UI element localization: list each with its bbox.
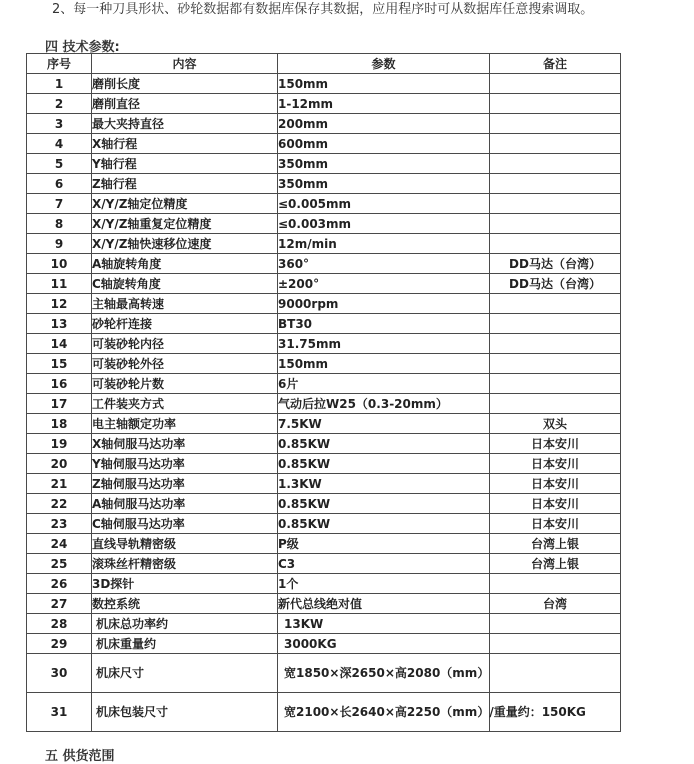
- row-param-cell: 150mm: [278, 74, 490, 94]
- table-row: [27, 154, 621, 174]
- row-number-cell: 13: [27, 314, 92, 334]
- row-param-cell: 0.85KW: [278, 454, 490, 474]
- row-number-cell: 1: [27, 74, 92, 94]
- table-row: [27, 454, 621, 474]
- row-number-cell: 22: [27, 494, 92, 514]
- table-row: [27, 494, 621, 514]
- row-number-cell: 5: [27, 154, 92, 174]
- row-number-cell: 21: [27, 474, 92, 494]
- row-number-cell: 30: [27, 654, 92, 693]
- table-row: [27, 294, 621, 314]
- row-number-cell: 17: [27, 394, 92, 414]
- row-param-cell: 0.85KW: [278, 514, 490, 534]
- row-param-cell: ≤0.005mm: [278, 194, 490, 214]
- row-note-cell: 日本安川: [490, 494, 621, 514]
- row-item-cell: Y轴伺服马达功率: [92, 454, 278, 474]
- row-param-cell: 气动后拉W25（0.3-20mm）: [278, 394, 490, 414]
- row-note-cell: [490, 174, 621, 194]
- table-row: [27, 514, 621, 534]
- table-row: [27, 594, 621, 614]
- spec-table-body: [27, 74, 621, 732]
- row-param-cell: 360°: [278, 254, 490, 274]
- row-param-cell: 宽2100×长2640×高2250（mm）/重量约：150KG: [278, 693, 490, 732]
- table-row: [27, 74, 621, 94]
- table-row: [27, 214, 621, 234]
- table-row: [27, 134, 621, 154]
- row-note-cell: [490, 654, 621, 693]
- row-number-cell: 16: [27, 374, 92, 394]
- table-row: [27, 194, 621, 214]
- spec-table: [26, 53, 621, 732]
- row-note-cell: DD马达（台湾）: [490, 254, 621, 274]
- row-note-cell: [490, 294, 621, 314]
- row-param-cell: ≤0.003mm: [278, 214, 490, 234]
- row-item-cell: 数控系统: [92, 594, 278, 614]
- table-row: [27, 554, 621, 574]
- row-note-cell: [490, 334, 621, 354]
- row-item-cell: X/Y/Z轴快速移位速度: [92, 234, 278, 254]
- row-note-cell: [490, 354, 621, 374]
- table-row: [27, 374, 621, 394]
- row-item-cell: Z轴伺服马达功率: [92, 474, 278, 494]
- table-row: [27, 254, 621, 274]
- row-param-cell: BT30: [278, 314, 490, 334]
- row-param-cell: 1-12mm: [278, 94, 490, 114]
- table-row: [27, 274, 621, 294]
- row-param-cell: 600mm: [278, 134, 490, 154]
- row-number-cell: 14: [27, 334, 92, 354]
- row-number-cell: 11: [27, 274, 92, 294]
- table-row: [27, 114, 621, 134]
- row-number-cell: 28: [27, 614, 92, 634]
- header-note: 备注: [490, 54, 621, 74]
- row-item-cell: C轴旋转角度: [92, 274, 278, 294]
- intro-paragraph: 2、每一种刀具形状、砂轮数据都有数据库保存其数据，应用程序时可从数据库任意搜索调取。: [52, 2, 594, 17]
- row-note-cell: [490, 154, 621, 174]
- table-row: [27, 534, 621, 554]
- row-param-cell: 3000KG: [278, 634, 490, 654]
- section-title: 四 技术参数:: [45, 40, 120, 55]
- row-number-cell: 2: [27, 94, 92, 114]
- row-item-cell: 直线导轨精密级: [92, 534, 278, 554]
- table-row: [27, 574, 621, 594]
- row-note-cell: [490, 634, 621, 654]
- table-row: [27, 693, 621, 732]
- row-item-cell: 主轴最高转速: [92, 294, 278, 314]
- row-number-cell: 12: [27, 294, 92, 314]
- row-number-cell: 31: [27, 693, 92, 732]
- row-note-cell: [490, 574, 621, 594]
- row-param-cell: ±200°: [278, 274, 490, 294]
- row-number-cell: 23: [27, 514, 92, 534]
- table-row: [27, 414, 621, 434]
- table-row: [27, 654, 621, 693]
- row-item-cell: 磨削直径: [92, 94, 278, 114]
- row-param-cell: C3: [278, 554, 490, 574]
- row-item-cell: 砂轮杆连接: [92, 314, 278, 334]
- table-row: [27, 354, 621, 374]
- row-note-cell: 日本安川: [490, 474, 621, 494]
- row-note-cell: 日本安川: [490, 454, 621, 474]
- row-note-cell: 双头: [490, 414, 621, 434]
- row-param-cell: 7.5KW: [278, 414, 490, 434]
- row-param-cell: 350mm: [278, 154, 490, 174]
- row-item-cell: A轴伺服马达功率: [92, 494, 278, 514]
- row-item-cell: X轴行程: [92, 134, 278, 154]
- table-row: [27, 614, 621, 634]
- header-num: 序号: [27, 54, 92, 74]
- row-item-cell: 滚珠丝杆精密级: [92, 554, 278, 574]
- row-note-cell: [490, 314, 621, 334]
- row-param-cell: 宽1850×深2650×高2080（mm）: [278, 654, 490, 693]
- row-item-cell: 可装砂轮内径: [92, 334, 278, 354]
- row-number-cell: 20: [27, 454, 92, 474]
- row-item-cell: 磨削长度: [92, 74, 278, 94]
- row-number-cell: 15: [27, 354, 92, 374]
- row-param-cell: 150mm: [278, 354, 490, 374]
- row-param-cell: 0.85KW: [278, 494, 490, 514]
- row-note-cell: [490, 374, 621, 394]
- row-param-cell: P级: [278, 534, 490, 554]
- row-param-cell: 12m/min: [278, 234, 490, 254]
- row-note-cell: [490, 614, 621, 634]
- header-param: 参数: [278, 54, 490, 74]
- row-item-cell: 可装砂轮片数: [92, 374, 278, 394]
- row-note-cell: [490, 114, 621, 134]
- row-item-cell: Z轴行程: [92, 174, 278, 194]
- row-param-cell: 200mm: [278, 114, 490, 134]
- row-number-cell: 25: [27, 554, 92, 574]
- row-param-cell: 350mm: [278, 174, 490, 194]
- table-row: [27, 394, 621, 414]
- row-item-cell: 机床尺寸: [92, 654, 278, 693]
- row-item-cell: A轴旋转角度: [92, 254, 278, 274]
- table-row: [27, 334, 621, 354]
- table-header-row: [27, 54, 621, 74]
- row-note-cell: [490, 74, 621, 94]
- row-item-cell: C轴伺服马达功率: [92, 514, 278, 534]
- row-item-cell: 3D探针: [92, 574, 278, 594]
- row-number-cell: 26: [27, 574, 92, 594]
- row-number-cell: 9: [27, 234, 92, 254]
- table-row: [27, 434, 621, 454]
- row-note-cell: 台湾上银: [490, 554, 621, 574]
- row-item-cell: Y轴行程: [92, 154, 278, 174]
- row-number-cell: 7: [27, 194, 92, 214]
- row-note-cell: 台湾上银: [490, 534, 621, 554]
- row-note-cell: 台湾: [490, 594, 621, 614]
- table-row: [27, 174, 621, 194]
- row-note-cell: DD马达（台湾）: [490, 274, 621, 294]
- next-section-title: 五 供货范围: [45, 749, 115, 764]
- row-param-cell: 1个: [278, 574, 490, 594]
- row-note-cell: [490, 394, 621, 414]
- row-number-cell: 27: [27, 594, 92, 614]
- row-param-cell: 9000rpm: [278, 294, 490, 314]
- table-row: [27, 314, 621, 334]
- row-note-cell: [490, 134, 621, 154]
- row-item-cell: 机床包装尺寸: [92, 693, 278, 732]
- row-param-cell: 0.85KW: [278, 434, 490, 454]
- row-note-cell: [490, 214, 621, 234]
- row-item-cell: 最大夹持直径: [92, 114, 278, 134]
- row-number-cell: 19: [27, 434, 92, 454]
- row-number-cell: 18: [27, 414, 92, 434]
- row-item-cell: X轴伺服马达功率: [92, 434, 278, 454]
- table-row: [27, 474, 621, 494]
- row-number-cell: 24: [27, 534, 92, 554]
- row-note-cell: 日本安川: [490, 434, 621, 454]
- row-note-cell: [490, 194, 621, 214]
- row-param-cell: 1.3KW: [278, 474, 490, 494]
- row-number-cell: 10: [27, 254, 92, 274]
- row-param-cell: 13KW: [278, 614, 490, 634]
- row-item-cell: X/Y/Z轴重复定位精度: [92, 214, 278, 234]
- header-item: 内容: [92, 54, 278, 74]
- row-note-cell: [490, 94, 621, 114]
- row-item-cell: X/Y/Z轴定位精度: [92, 194, 278, 214]
- row-item-cell: 机床重量约: [92, 634, 278, 654]
- row-item-cell: 电主轴额定功率: [92, 414, 278, 434]
- table-row: [27, 634, 621, 654]
- row-number-cell: 29: [27, 634, 92, 654]
- table-row: [27, 94, 621, 114]
- row-item-cell: 机床总功率约: [92, 614, 278, 634]
- row-number-cell: 4: [27, 134, 92, 154]
- row-param-cell: 31.75mm: [278, 334, 490, 354]
- row-number-cell: 3: [27, 114, 92, 134]
- row-item-cell: 工件装夹方式: [92, 394, 278, 414]
- row-number-cell: 8: [27, 214, 92, 234]
- table-row: [27, 234, 621, 254]
- row-param-cell: 新代总线绝对值: [278, 594, 490, 614]
- row-param-cell: 6片: [278, 374, 490, 394]
- row-item-cell: 可装砂轮外径: [92, 354, 278, 374]
- row-note-cell: [490, 234, 621, 254]
- row-note-cell: 日本安川: [490, 514, 621, 534]
- row-number-cell: 6: [27, 174, 92, 194]
